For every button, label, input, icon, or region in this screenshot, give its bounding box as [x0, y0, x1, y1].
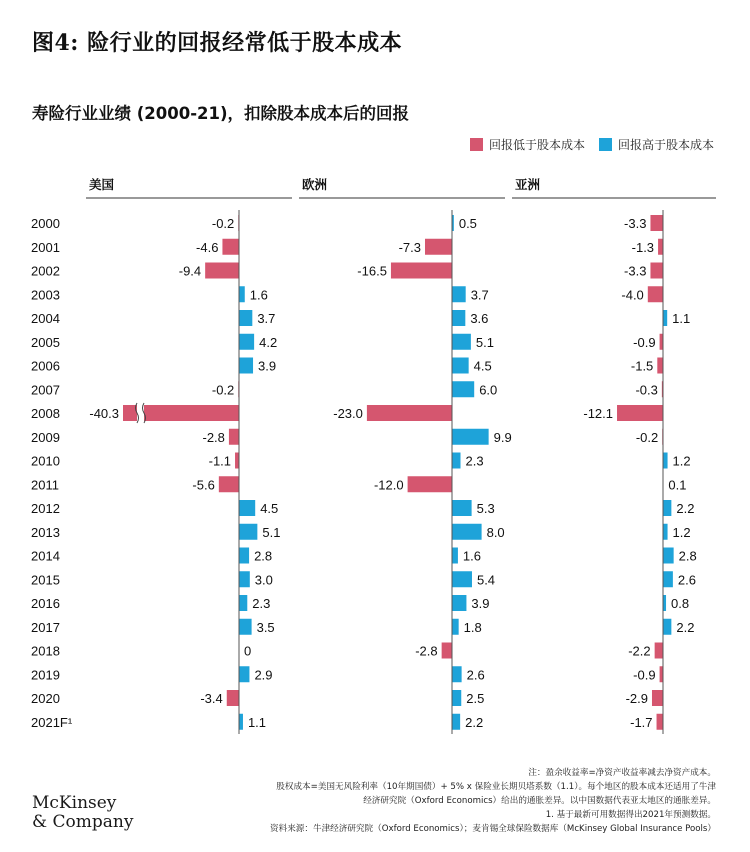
data-label: 0	[244, 643, 252, 659]
data-label: 5.1	[475, 334, 494, 350]
data-label: 6.0	[479, 382, 498, 398]
bar	[239, 548, 249, 564]
year-label: 2021F¹	[31, 714, 73, 730]
data-label: 2.6	[466, 667, 485, 683]
year-label: 2013	[31, 524, 60, 540]
data-label: -2.8	[415, 643, 438, 659]
bar	[617, 405, 663, 421]
year-label: 2016	[31, 596, 60, 611]
data-label: 8.0	[486, 524, 505, 540]
footnote-line: 1. 基于最新可用数据得出2021年预测数据。	[545, 810, 716, 820]
bar	[239, 358, 253, 374]
data-label: -3.3	[624, 216, 647, 231]
bar	[442, 643, 452, 659]
bar	[657, 714, 663, 730]
data-label: -0.9	[633, 667, 656, 683]
year-label: 2001	[31, 239, 60, 255]
data-label: 9.9	[493, 429, 512, 445]
panel-title: 欧洲	[302, 177, 328, 192]
footnote-line: 资料来源：牛津经济研究院（Oxford Economics）；麦肯锡全球保险数据库（McKinsey Global Insurance Pools）	[270, 824, 716, 834]
data-label: -3.3	[624, 263, 647, 279]
bar	[239, 500, 255, 516]
data-label: -1.3	[631, 239, 655, 255]
bar	[219, 476, 239, 492]
year-label: 2014	[31, 548, 60, 564]
bar	[655, 643, 663, 659]
data-label: -2.9	[625, 691, 648, 706]
legend-label-negative: 回报低于股本成本	[488, 138, 585, 152]
data-label: -40.3	[89, 406, 119, 421]
data-label: 0.1	[668, 477, 687, 493]
data-label: 2.3	[252, 596, 271, 611]
bar	[660, 334, 663, 350]
data-label: -7.3	[398, 239, 421, 255]
logo-line-2: & Company	[32, 812, 134, 832]
footnotes	[156, 766, 716, 836]
bar	[452, 429, 489, 445]
bar	[663, 524, 668, 540]
data-label: -1.5	[630, 358, 654, 374]
data-label: 1.8	[463, 619, 482, 635]
legend-label-positive: 回报高于股本成本	[617, 138, 714, 152]
data-label: 3.9	[258, 358, 277, 374]
data-label: -4.6	[196, 239, 219, 255]
bar	[650, 263, 663, 279]
year-label: 2007	[31, 382, 60, 398]
data-label: 3.0	[254, 572, 273, 588]
bar	[652, 690, 663, 706]
bar	[205, 263, 239, 279]
data-label: -23.0	[333, 406, 363, 421]
bar	[452, 381, 474, 397]
bar	[239, 334, 254, 350]
data-label: 4.5	[473, 358, 492, 374]
data-label: 2.3	[465, 453, 484, 469]
data-label: -9.4	[178, 263, 202, 279]
logo-line-1: McKinsey	[32, 793, 117, 813]
footnote-line: 注：盈余收益率=净资产收益率减去净资产成本。	[528, 768, 716, 778]
bar	[227, 690, 239, 706]
bar	[408, 476, 452, 492]
year-label: 2018	[31, 643, 60, 659]
data-label: -3.4	[200, 691, 223, 706]
year-label: 2002	[31, 263, 60, 279]
year-label: 2005	[31, 334, 60, 350]
year-label: 2020	[31, 691, 60, 706]
bar	[452, 666, 462, 682]
bar	[222, 239, 239, 255]
data-label: -16.5	[357, 263, 387, 279]
data-label: -12.0	[373, 477, 404, 493]
data-label: 2.2	[465, 714, 484, 730]
footnote-line: 经济研究院（Oxford Economics）给出的通胀差异。以中国数据代表亚太地区的通胀差异。	[363, 796, 716, 806]
year-label: 2017	[31, 619, 60, 635]
bar	[657, 358, 663, 374]
data-label: -0.2	[211, 382, 235, 398]
footnote-line: 股权成本=美国无风险利率（10年期国债）+ 5% x 保险业长期贝塔系数（1.1）。每个地区的股本成本还适用了牛津	[276, 782, 716, 792]
year-label: 2019	[31, 667, 60, 683]
data-label: 3.7	[257, 311, 276, 326]
bar	[658, 239, 663, 255]
year-label: 2009	[31, 429, 60, 445]
data-label: 4.2	[259, 334, 278, 350]
bar	[650, 215, 663, 231]
bar	[239, 595, 247, 611]
bar	[239, 524, 257, 540]
year-label: 2011	[31, 477, 59, 493]
year-label: 2010	[31, 453, 60, 469]
data-label: -12.1	[583, 406, 614, 421]
figure-title: 图4: 险行业的回报经常低于股本成本	[32, 30, 403, 56]
data-label: 2.5	[466, 691, 485, 706]
year-label: 2012	[31, 501, 60, 516]
data-label: -4.0	[621, 287, 644, 303]
data-label: 1.6	[462, 548, 481, 564]
bar	[391, 263, 452, 279]
data-label: 1.1	[247, 714, 267, 730]
year-label: 2004	[31, 311, 60, 326]
bar	[452, 358, 469, 374]
bar	[452, 595, 466, 611]
bar	[239, 571, 250, 587]
bar	[367, 405, 452, 421]
data-label: 0.8	[671, 596, 690, 611]
data-label: -0.3	[635, 382, 658, 398]
bar	[452, 453, 461, 469]
data-label: 5.3	[476, 501, 495, 516]
bar	[239, 286, 245, 302]
data-label: 2.2	[676, 501, 695, 516]
data-label: 2.9	[254, 667, 273, 683]
data-label: 5.4	[476, 572, 496, 588]
year-label: 2000	[31, 216, 60, 231]
bar	[452, 619, 459, 635]
data-label: 4.5	[260, 501, 279, 516]
bar	[239, 666, 249, 682]
data-label: 2.8	[678, 548, 697, 564]
bar	[663, 571, 673, 587]
data-label: -1.7	[630, 714, 653, 730]
chart-subtitle: 寿险行业业绩 (2000-21)，扣除股本成本后的回报	[32, 104, 410, 123]
bar	[452, 334, 471, 350]
bar	[660, 666, 663, 682]
data-label: -0.9	[633, 334, 656, 350]
panel-title: 美国	[89, 177, 115, 192]
bar	[452, 500, 472, 516]
bar	[229, 429, 239, 445]
data-label: 2.6	[677, 572, 696, 588]
data-label: 1.1	[672, 311, 691, 326]
mckinsey-logo	[32, 794, 133, 832]
bar	[663, 310, 667, 326]
year-label: 2003	[31, 287, 60, 303]
bar	[239, 310, 252, 326]
bar	[452, 310, 465, 326]
bar	[663, 500, 671, 516]
bar	[452, 714, 460, 730]
data-label: 2.8	[254, 548, 273, 564]
data-label: 3.6	[470, 311, 489, 326]
bar	[239, 619, 252, 635]
bar	[425, 239, 452, 255]
data-label: 5.1	[262, 524, 281, 540]
data-label: 1.2	[672, 453, 691, 469]
data-label: -2.8	[202, 429, 225, 445]
bar	[452, 690, 461, 706]
data-label: 2.2	[676, 619, 695, 635]
panel-title: 亚洲	[515, 177, 541, 192]
bar	[235, 453, 239, 469]
data-label: 1.6	[249, 287, 268, 303]
bar	[452, 571, 472, 587]
bar	[239, 714, 243, 730]
bar	[452, 286, 466, 302]
data-label: 3.5	[256, 619, 275, 635]
year-label: 2015	[31, 572, 60, 588]
bar	[452, 524, 482, 540]
data-label: 1.2	[672, 524, 691, 540]
bar	[452, 548, 458, 564]
data-label: -5.6	[192, 477, 215, 493]
bar	[648, 286, 663, 302]
year-label: 2008	[31, 406, 60, 421]
data-label: -1.1	[208, 453, 232, 469]
data-label: -0.2	[635, 429, 659, 445]
data-label: -0.2	[211, 216, 235, 231]
data-label: 3.7	[470, 287, 489, 303]
data-label: 3.9	[471, 596, 490, 611]
data-label: -2.2	[628, 643, 651, 659]
data-label: 0.5	[458, 216, 477, 231]
bar	[663, 453, 668, 469]
bar	[663, 548, 674, 564]
year-label: 2006	[31, 358, 60, 374]
bar	[663, 619, 671, 635]
